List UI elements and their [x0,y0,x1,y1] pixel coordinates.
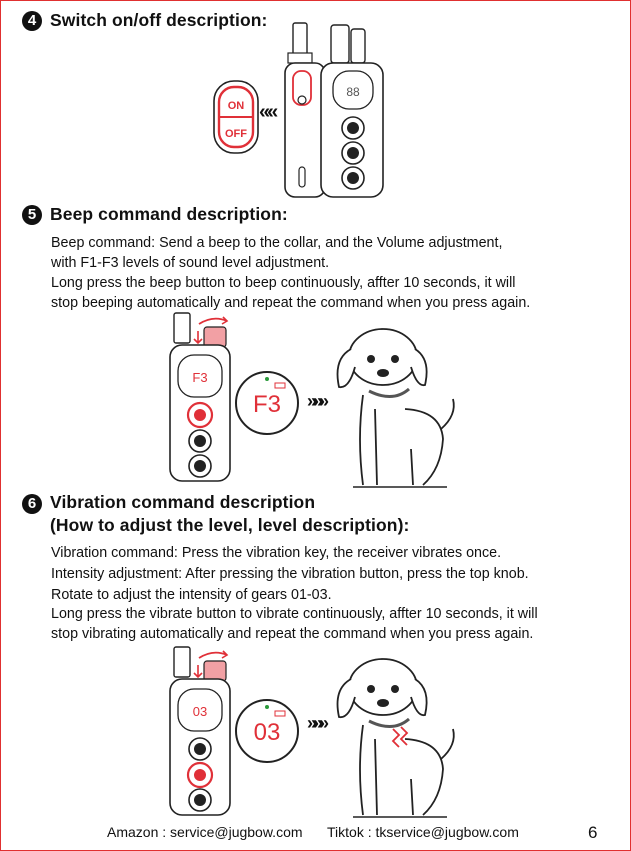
section-6-badge: 6 [22,494,42,514]
section-5-line-2: with F1-F3 levels of sound level adjustment. [51,255,330,271]
section-4-title: Switch on/off description: [50,10,268,30]
section-6-line-1: Vibration command: Press the vibration key, the receiver vibrates once. [51,545,502,561]
section-5-title: Beep command description: [50,204,288,224]
switch-off-label: OFF [225,128,247,140]
arrows-beep-icon: »»» [307,391,326,411]
dog-beep-illustration [323,319,463,495]
section-6-title-line-2: (How to adjust the level, level description): [50,515,410,535]
remote-vibrate-illustration [164,643,236,819]
dog-vibrate-illustration [323,649,463,825]
remote-vibrate-display: 03 [192,704,208,719]
rotate-arrow-icon [196,315,230,329]
power-switch-illustration [206,77,266,157]
section-6-line-3: Rotate to adjust the intensity of gears 01-03. [51,587,332,603]
footer-amazon-contact: Amazon : service@jugbow.com [107,824,303,840]
enlarged-display-beep [233,367,301,439]
section-5-line-4: stop beeping automatically and repeat the command when you press again. [51,295,531,311]
remote-beep-illustration [164,309,236,485]
page-number: 6 [588,823,598,842]
section-6-line-2: Intensity adjustment: After pressing the vibration button, press the top knob. [51,566,529,582]
arrows-vibrate-icon: »»» [307,713,326,733]
pointer-chevrons-icon: «« [259,101,276,123]
switch-on-label: ON [227,100,245,112]
section-6-line-4: Long press the vibrate button to vibrate continuously, affter 10 seconds, it will [51,606,538,622]
section-5-line-1: Beep command: Send a beep to the collar, and the Volume adjustment, [51,235,503,251]
remote-top-illustration [271,15,396,201]
enlarged-beep-value: F3 [252,391,282,418]
enlarged-vibrate-value: 03 [253,719,281,746]
remote-beep-display: F3 [192,370,208,385]
section-6-title-line-1: Vibration command description [50,492,316,512]
section-5-badge: 5 [22,205,42,225]
rotate-arrow-icon [196,649,230,663]
enlarged-display-vibrate [233,695,301,767]
section-5-line-3: Long press the beep button to beep continuously, affter 10 seconds, it will [51,275,516,291]
remote-small-display: 88 [346,85,360,99]
section-4-badge: 4 [22,11,42,31]
footer-tiktok-contact: Tiktok : tkservice@jugbow.com [327,824,519,840]
section-6-line-5: stop vibrating automatically and repeat the command when you press again. [51,626,534,642]
